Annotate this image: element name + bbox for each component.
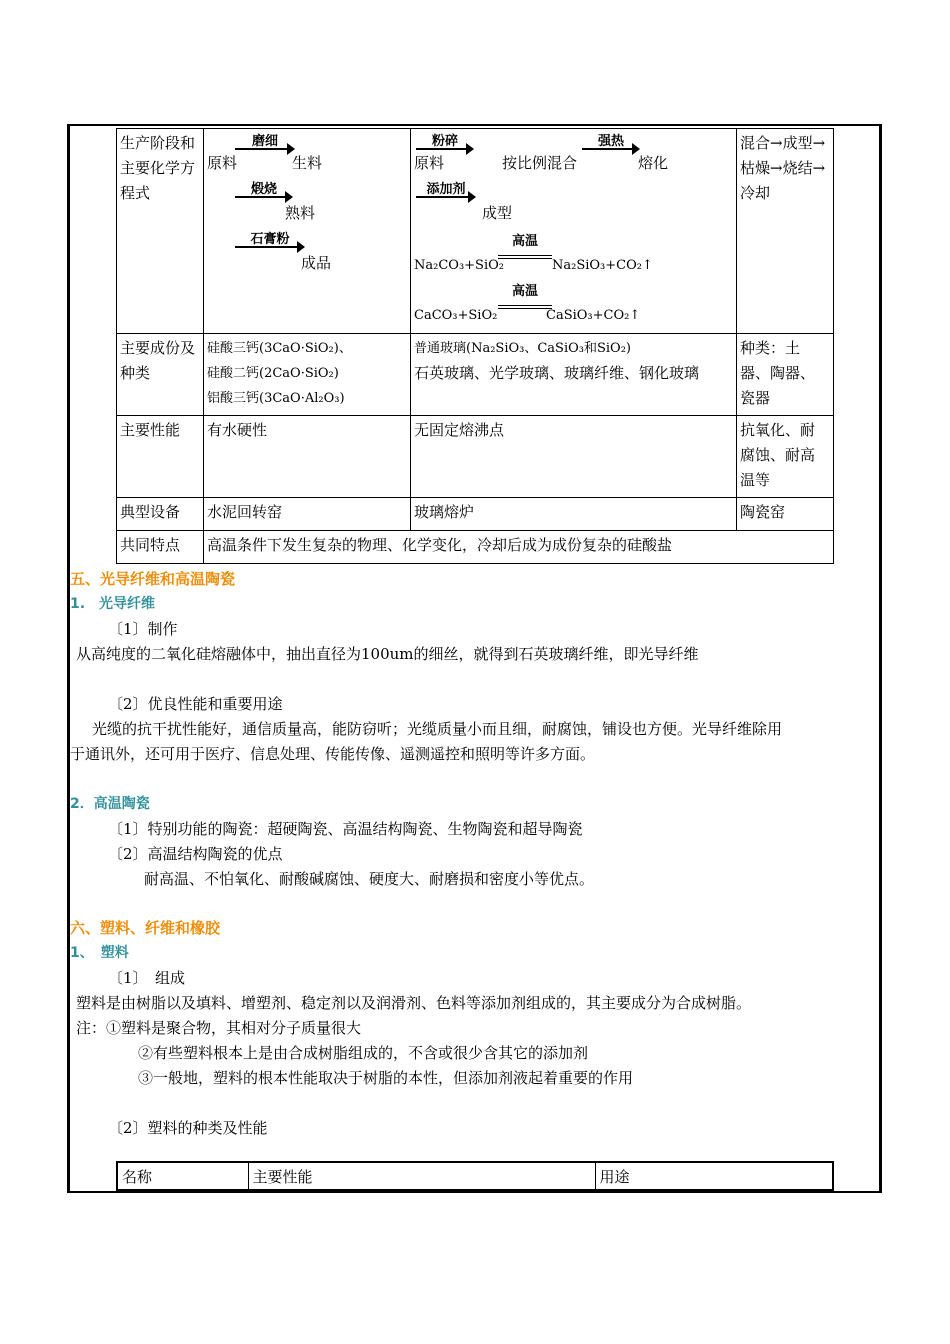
note: ③一般地，塑料的根本性能取决于树脂的本性，但添加剂液起着重要的作用 — [138, 1069, 634, 1087]
ceramic-composition-cell: 种类：土器、陶器、瓷器 — [737, 334, 834, 416]
glass-equipment-cell: 玻璃熔炉 — [411, 498, 737, 531]
item-heading: 〔1〕制作 — [108, 620, 178, 638]
ceramic-production-cell: 混合→成型→枯燥→烧结→冷却 — [737, 129, 834, 334]
subsection-title: 1、 塑料 — [70, 945, 129, 961]
item-heading: 〔2〕优良性能和重要用途 — [108, 695, 283, 713]
glass-properties-cell: 无固定熔沸点 — [411, 416, 737, 498]
paragraph: 塑料是由树脂以及填料、增塑剂、稳定剂以及润滑剂、色料等添加剂组成的，其主要成分为合成树脂。 — [76, 994, 752, 1012]
subsection-title: 1. 光导纤维 — [70, 596, 156, 612]
item-heading: 〔2〕塑料的种类及性能 — [108, 1119, 268, 1137]
cement-properties-cell: 有水硬性 — [204, 416, 411, 498]
table-header-row — [117, 1162, 833, 1190]
section-title: 五、光导纤维和高温陶瓷 — [70, 570, 236, 588]
row-label: 主要成份及种类 — [117, 334, 204, 416]
row-label: 典型设备 — [117, 498, 204, 531]
column-header: 主要性能 — [248, 1162, 595, 1190]
condition-high-temp: 高温 — [498, 279, 552, 309]
item-heading: 〔1〕 组成 — [108, 969, 186, 987]
paragraph: 于通讯外，还可用于医疗、信息处理、传能传像、遥测遥控和照明等许多方面。 — [70, 745, 596, 763]
note: 注：①塑料是聚合物，其相对分子质量很大 — [76, 1019, 362, 1037]
cement-equipment-cell: 水泥回转窑 — [204, 498, 411, 531]
condition-high-temp: 高温 — [498, 229, 552, 259]
item-heading: 〔1〕特别功能的陶瓷：超硬陶瓷、高温结构陶瓷、生物陶瓷和超导陶瓷 — [108, 820, 583, 838]
plastics-table — [116, 1161, 834, 1191]
cement-production-cell: 磨细 原料 生料 煅烧 熟料 石膏粉 成品 — [204, 129, 411, 334]
row-label: 主要性能 — [117, 416, 204, 498]
column-header: 用途 — [595, 1162, 833, 1190]
subsection-title: 2．高温陶瓷 — [70, 796, 150, 812]
table-row — [117, 416, 834, 498]
row-label: 生产阶段和主要化学方程式 — [117, 129, 204, 334]
table-row — [117, 129, 834, 334]
ceramic-equipment-cell: 陶瓷窑 — [737, 498, 834, 531]
table-row — [117, 531, 834, 564]
row-label: 共同特点 — [117, 531, 204, 564]
silicate-table — [116, 128, 834, 564]
cement-composition-cell: 硅酸三钙(3CaO·SiO₂)、 硅酸二钙(2CaO·SiO₂) 铝酸三钙(3CaO·Al₂O₃) — [204, 334, 411, 416]
note: ②有些塑料根本上是由合成树脂组成的，不含或很少含其它的添加剂 — [138, 1044, 589, 1062]
column-header: 名称 — [117, 1162, 248, 1190]
item-heading: 〔2〕高温结构陶瓷的优点 — [108, 845, 283, 863]
paragraph: 光缆的抗干扰性能好，通信质量高，能防窃听；光缆质量小而且细，耐腐蚀，铺设也方便。光导纤维除用 — [92, 720, 783, 738]
common-features-cell: 高温条件下发生复杂的物理、化学变化，冷却后成为成份复杂的硅酸盐 — [204, 531, 834, 564]
paragraph: 耐高温、不怕氧化、耐酸碱腐蚀、硬度大、耐磨损和密度小等优点。 — [144, 870, 595, 888]
glass-composition-cell: 普通玻璃(Na₂SiO₃、CaSiO₃和SiO₂) 石英玻璃、光学玻璃、玻璃纤维、钢化玻璃 — [411, 334, 737, 416]
table-row — [117, 334, 834, 416]
paragraph: 从高纯度的二氧化硅熔融体中，抽出直径为100um的细丝，就得到石英玻璃纤维，即光导纤维 — [76, 645, 699, 663]
section-title: 六、塑料、纤维和橡胶 — [70, 919, 221, 937]
table-row — [117, 498, 834, 531]
glass-production-cell: 粉碎 强热 原料 按比例混合 熔化 添加剂 成型 高温 Na₂CO₃+SiO₂ Na₂SiO₃+CO₂↑ 高温 CaCO₃+SiO₂ CaSiO₃+CO₂↑ — [411, 129, 737, 334]
ceramic-properties-cell: 抗氧化、耐腐蚀、耐高温等 — [737, 416, 834, 498]
